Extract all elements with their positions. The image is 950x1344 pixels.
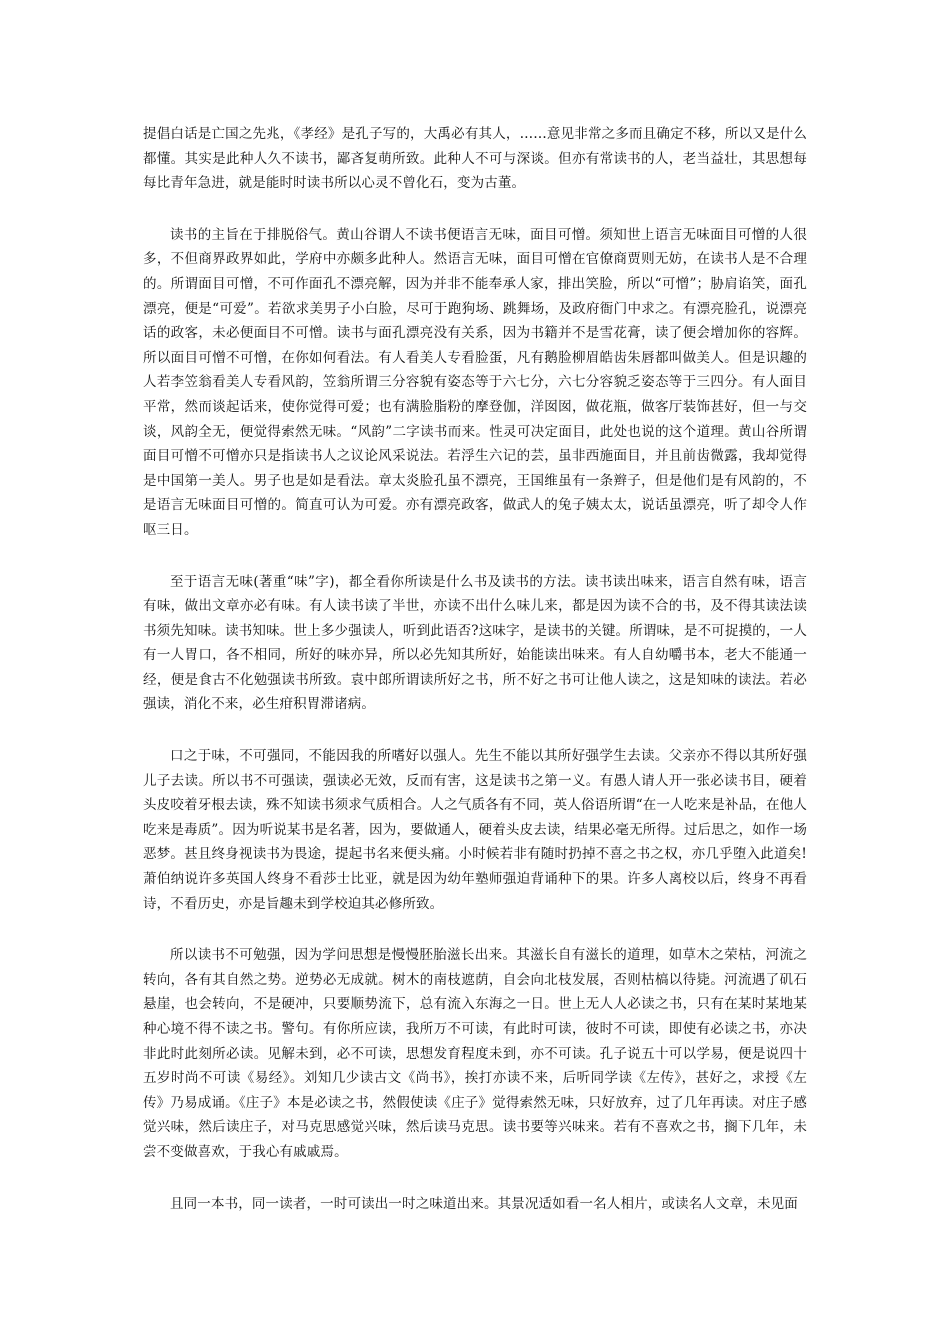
paragraph-3: 至于语言无味(著重“味”字)，都全看你所读是什么书及读书的方法。读书读出味来，语言自然有味，语言有味，做出文章亦必有味。有人读书读了半世，亦读不出什么味儿来，都是因为读不合的书，及不得其读法读书须先知味。读书知味。世上多少强读人，听到此语否?这味字，是读书的关键。所谓味，是不可捉摸的，一人有一人胃口，各不相同，所好的味亦异，所以必先知其所好，始能读出味来。有人自幼嚼书本，老大不能通一经，便是食古不化勉强读书所致。袁中郎所谓读所好之书，所不好之书可让他人读之，这是知味的读法。若必强读，消化不来，必生疳积胃滞诸病。: [143, 573, 807, 713]
document-page: [143, 122, 807, 1243]
paragraph-2: 读书的主旨在于排脱俗气。黄山谷谓人不读书便语言无味，面目可憎。须知世上语言无味面目可憎的人很多，不但商界政界如此，学府中亦颇多此种人。然语言无味，面目可憎在官僚商贾则无妨，在读书人是不合理的。所谓面目可憎，不可作面孔不漂亮解，因为并非不能奉承人家，排出笑脸，所以“可憎”；胁肩谄笑，面孔漂亮，便是“可爱”。若欲求美男子小白脸，尽可于跑狗场、跳舞场，及政府衙门中求之。有漂亮脸孔，说漂亮话的政客，未必便面目不可憎。读书与面孔漂亮没有关系，因为书籍并不是雪花膏，读了便会增加你的容辉。所以面目可憎不可憎，在你如何看法。有人看美人专看脸蛋，凡有鹅脸柳眉皓齿朱唇都叫做美人。但是识趣的人若李笠翁看美人专看风韵，笠翁所谓三分容貌有姿态等于六七分，六七分容貌乏姿态等于三四分。有人面目平常，然而谈起话来，使你觉得可爱；也有满脸脂粉的摩登伽，洋囡囡，做花瓶，做客厅装饰甚好，但一与交谈，风韵全无，便觉得索然无味。“风韵”二字读书而来。性灵可决定面目，此处也说的这个道理。黄山谷所谓面目可憎不可憎亦只是指读书人之议论风采说法。若浮生六记的芸，虽非西施面目，并且前齿微露，我却觉得是中国第一美人。男子也是如是看法。章太炎脸孔虽不漂亮，王国维虽有一条辫子，但是他们是有风韵的，不是语言无味面目可憎的。简直可认为可爱。亦有漂亮政客，做武人的兔子姨太太，说话虽漂亮，听了却令人作呕三日。: [143, 226, 807, 538]
paragraph-6: 且同一本书，同一读者，一时可读出一时之味道出来。其景况适如看一名人相片，或读名人文章，未见面: [170, 1195, 798, 1212]
paragraph-4: 口之于味，不可强同，不能因我的所嗜好以强人。先生不能以其所好强学生去读。父亲亦不得以其所好强儿子去读。所以书不可强读，强读必无效，反而有害，这是读书之第一义。有愚人请人开一张必读书目，硬着头皮咬着牙根去读，殊不知读书须求气质相合。人之气质各有不同，英人俗语所谓“在一人吃来是补品，在他人吃来是毒质”。因为听说某书是名著，因为，要做通人，硬着头皮去读，结果必毫无所得。过后思之，如作一场恶梦。甚且终身视读书为畏途，提起书名来便头痛。小时候若非有随时扔掉不喜之书之权，亦几乎堕入此道矣!萧伯纳说许多英国人终身不看莎士比亚，就是因为幼年塾师强迫背诵种下的果。许多人离校以后，终身不再看诗，不看历史，亦是旨趣未到学校迫其必修所致。: [143, 748, 807, 912]
paragraph-5: 所以读书不可勉强，因为学问思想是慢慢胚胎滋长出来。其滋长自有滋长的道理，如草木之荣枯，河流之转向，各有其自然之势。逆势必无成就。树木的南枝遮荫，自会向北枝发展，否则枯槁以待毙。河流遇了矶石悬崖，也会转向，不是硬冲，只要顺势流下，总有流入东海之一日。世上无人人必读之书，只有在某时某地某种心境不得不读之书。警句。有你所应读，我所万不可读，有此时可读，彼时不可读，即使有必读之书，亦决非此时此刻所必读。见解未到，必不可读，思想发育程度未到，亦不可读。孔子说五十可以学易，便是说四十五岁时尚不可读《易经》。刘知几少读古文《尚书》，挨打亦读不来，后听同学读《左传》，甚好之，求授《左传》乃易成诵。《庄子》本是必读之书，然假使读《庄子》觉得索然无味，只好放弃，过了几年再读。对庄子感觉兴味，然后读庄子，对马克思感觉兴味，然后读马克思。读书要等兴味来。若有不喜欢之书，搁下几年，未尝不变做喜欢，于我心有戚戚焉。: [143, 947, 807, 1160]
paragraph-1: 提倡白话是亡国之先兆，《孝经》是孔子写的，大禹必有其人，……意见非常之多而且确定不移，所以又是什么都懂。其实是此种人久不读书，鄙吝复萌所致。此种人不可与深谈。但亦有常读书的人，老当益壮，其思想每每比青年急进，就是能时时读书所以心灵不曾化石，变为古董。: [143, 126, 807, 192]
